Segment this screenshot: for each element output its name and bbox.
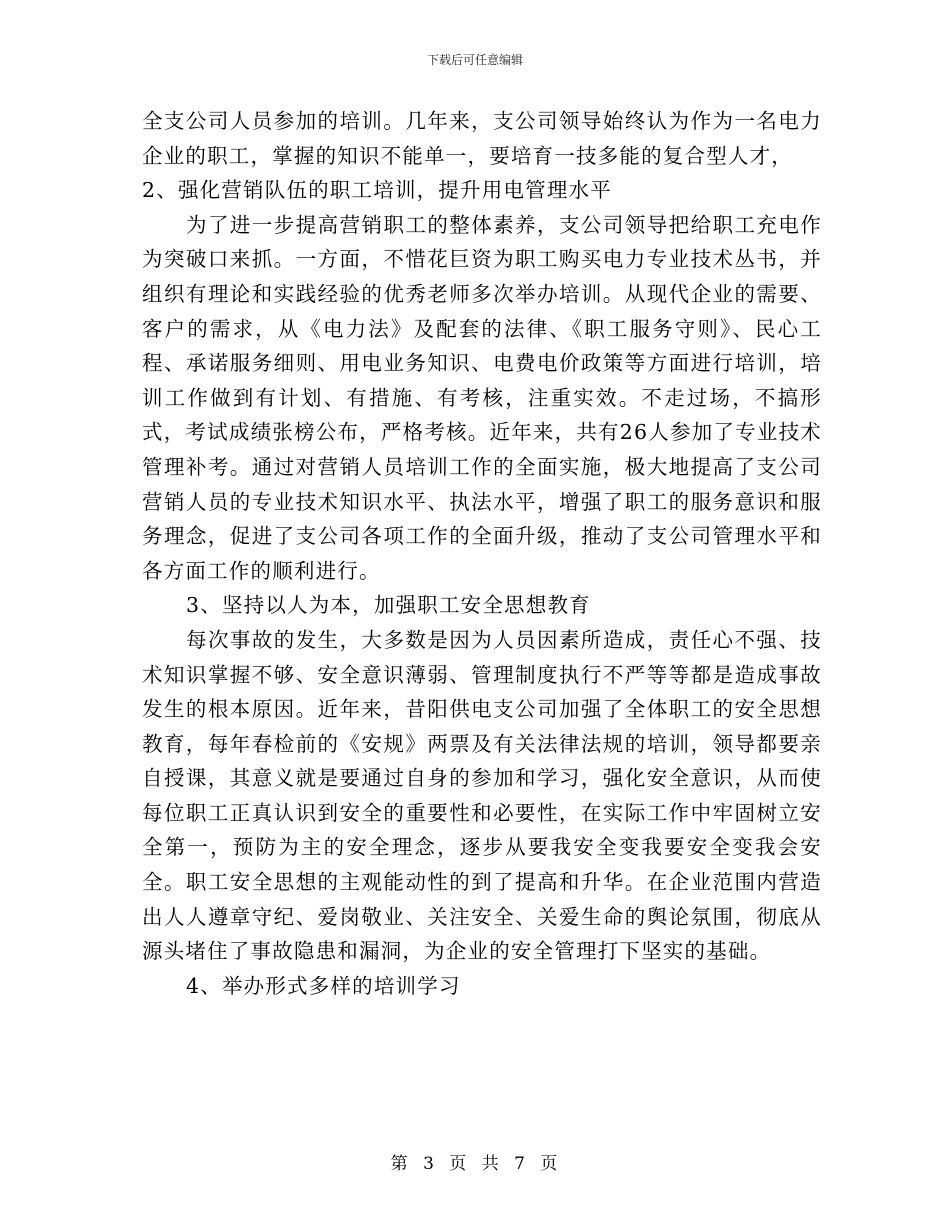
page-header: 下载后可任意编辑 (426, 53, 523, 67)
heading-safety-education: 3、坚持以人为本，加强职工安全思想教育 (186, 593, 591, 618)
heading-marketing-training: 2、强化营销队伍的职工培训，提升用电管理水平 (142, 178, 612, 203)
page-number: 第 3 页 共 7 页 (390, 1154, 560, 1174)
paragraph-training-continuation: 全支公司人员参加的培训。几年来，支公司领导始终认为作为一名电力企业的职工，掌握的知识不能单一，要培育一技多能的复合型人才， (142, 109, 822, 168)
heading-diverse-training: 4、举办形式多样的培训学习 (186, 973, 461, 998)
paragraph-safety-education: 每次事故的发生，大多数是因为人员因素所造成，责任心不强、技术知识掌握不够、安全意识薄弱、管理制度执行不严等等都是造成事故发生的根本原因。近年来，昔阳供电支公司加强了全体职工的安全思想教育，每年春检前的《安规》两票及有关法律法规的培训，领导都要亲自授课，其意义就是要通过自身的参加和学习，强化安全意识，从而使每位职工正真认识到安全的重要性和必要性，在实际工作中牢固树立安全第一，预防为主的安全理念，逐步从要我安全变我要安全变我会安全。职工安全思想的主观能动性的到了提高和升华。在企业范围内营造出人人遵章守纪、爱岗敬业、关注安全、关爱生命的舆论氛围，彻底从源头堵住了事故隐患和漏洞，为企业的安全管理打下坚实的基础。 (142, 627, 822, 964)
document-body (142, 104, 822, 1003)
paragraph-marketing-training: 为了进一步提高营销职工的整体素养，支公司领导把给职工充电作为突破口来抓。一方面，不惜花巨资为职工购买电力专业技术丛书，并组织有理论和实践经验的优秀老师多次举办培训。从现代企业的需要、客户的需求，从《电力法》及配套的法律、《职工服务守则》、民心工程、承诺服务细则、用电业务知识、电费电价政策等方面进行培训，培训工作做到有计划、有措施、有考核，注重实效。不走过场，不搞形式，考试成绩张榜公布，严格考核。近年来，共有26人参加了专业技术管理补考。通过对营销人员培训工作的全面实施，极大地提高了支公司营销人员的专业技术知识水平、执法水平，增强了职工的服务意识和服务理念，促进了支公司各项工作的全面升级，推动了支公司管理水平和各方面工作的顺利进行。 (142, 212, 822, 583)
